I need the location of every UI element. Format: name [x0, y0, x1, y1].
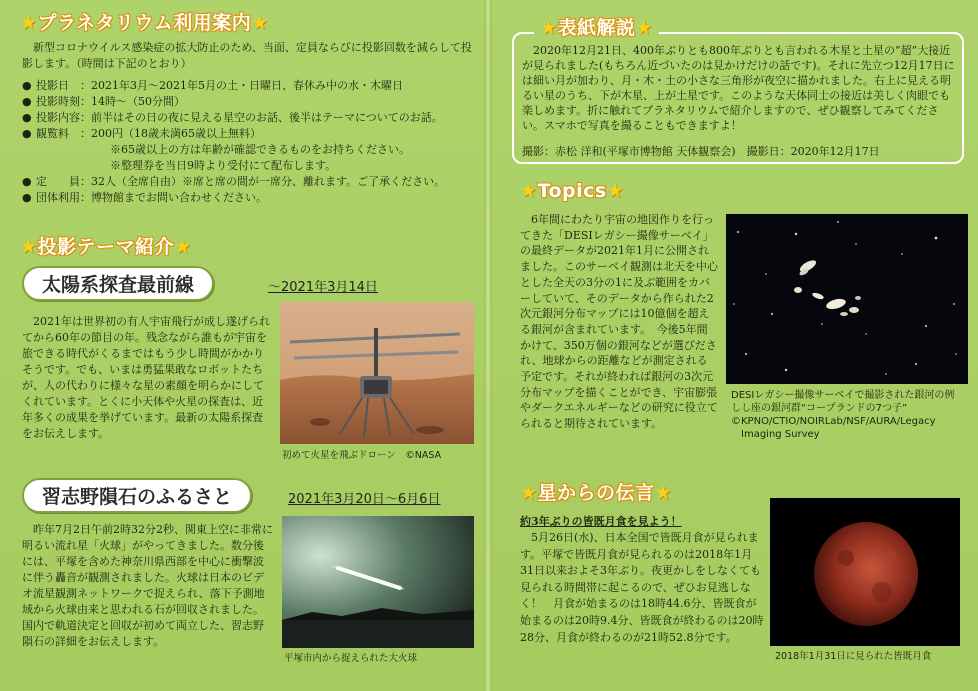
- cover-heading: [534, 13, 659, 40]
- eclipse-image: [770, 498, 960, 646]
- message-title: ★星からの伝言★: [520, 482, 673, 504]
- themes-heading: [20, 232, 192, 259]
- guide-item-key: 投影内容：: [36, 111, 91, 124]
- eclipse-caption: 2018年1月31日に見られた皆既月食: [775, 651, 932, 662]
- topics-caption: [731, 389, 954, 441]
- guide-item-bullet: ●: [22, 191, 32, 204]
- guide-item-key: 投影時刻：: [36, 95, 91, 108]
- guide-item-key: 投影日 ：: [36, 79, 91, 92]
- guide-item-bullet: ●: [22, 127, 32, 140]
- theme2-caption: 平塚市内から捉えられた大火球: [284, 653, 418, 664]
- guide-item-bullet: ●: [22, 111, 32, 124]
- topics-caption-line-2: しし座の銀河群“コープランドの7つ子”: [731, 403, 908, 414]
- page-fold: [484, 0, 492, 691]
- themes-title: ★投影テーマ紹介★: [20, 236, 192, 258]
- guide-item-bullet: [96, 158, 110, 174]
- theme1-date[interactable]: ～2021年3月14日: [268, 280, 378, 295]
- theme1-caption: 初めて火星を飛ぶドローン ©NASA: [282, 450, 442, 461]
- guide-item-key: 定 員：: [36, 175, 91, 188]
- guide-item-value: ※65歳以上の方は年齢が確認できるものをお持ちください。: [110, 143, 410, 156]
- mars-drone-image: [280, 302, 474, 444]
- theme1-body: 2021年は世界初の有人宇宙飛行が成し遂げられてから60年の節目の年。残念ながら誰もが宇宙を旅できる時代がくるまではもう少し時間がかかりそうです。でも、いまは勇猛果敢なロボットたちが、人の代わりに様々な星の素顔を明らかにしてくれています。とくに小天体や火星の探査は、近年多くの成果を挙げています。最新の太陽系探査をお伝えします。: [22, 315, 270, 440]
- galaxy-photo: [726, 214, 968, 384]
- fireball-photo: [282, 516, 474, 648]
- guide-item-value: 32人（全席自由）※席と席の間が一席分、離れます。ご了承ください。: [91, 175, 446, 188]
- topics-body: 6年間にわたり宇宙の地図作りを行ってきた「DESIレガシー撮像サーベイ」の最終データが2021年1月に公開されました。このサーベイ観測は北天を中心とした全天の3分の1に及ぶ範囲をカバーしていて、そのデータから作られた2次元銀河分布マップには10億個を超える銀河が含まれています。 今後5年間かけて、350万個の銀河などが選びだされ、地球からの距離などが測定される予定です。それが終われば銀河の3次元分布マップを描くことができ、宇宙膨張やダークエネルギーなどの研究に役立てられると期待されています。: [520, 213, 718, 431]
- cover-credit: 撮影：赤松 洋和(平塚市博物館 天体観察会) 撮影日：2020年12月17日: [522, 145, 880, 158]
- guide-list: [22, 78, 478, 206]
- guide-item: [22, 174, 478, 190]
- guide-item-value: 前半はその日の夜に見える星空のお話、後半はテーマについてのお話。: [91, 111, 443, 124]
- theme2-name: 習志野隕石のふるさと: [22, 478, 252, 513]
- guide-item: [22, 190, 478, 206]
- cover-title: ★表紙解説★: [540, 17, 654, 39]
- guide-item-key: 観覧料 ：: [36, 127, 91, 140]
- galaxy-image: [726, 214, 968, 384]
- guide-item: [22, 78, 478, 94]
- guide-item-value: 14時～（50分間）: [91, 95, 185, 108]
- guide-intro: 新型コロナウイルス感染症の拡大防止のため、当面、定員ならびに投影回数を減らして投影します。（時間は下記のとおり）: [22, 41, 472, 70]
- guide-item-value: 2021年3月～2021年5月の土・日曜日、春休み中の水・木曜日: [91, 79, 403, 92]
- topics-title: ★Topics★: [520, 180, 625, 202]
- guide-item-bullet: ●: [22, 79, 32, 92]
- guide-item-value: 200円（18歳未満65歳以上無料）: [91, 127, 261, 140]
- topics-caption-line-1: DESIレガシー撮像サーベイで撮影された銀河の例: [731, 390, 955, 401]
- guide-title: ★プラネタリウム利用案内★: [20, 12, 269, 34]
- guide-item: [22, 126, 478, 142]
- theme1-name: 太陽系探査最前線: [22, 266, 214, 301]
- guide-item-bullet: [96, 142, 110, 158]
- guide-item-value: 団体利用：博物館までお問い合わせください。: [36, 191, 267, 204]
- guide-item-value: ※整理券を当日9時より受付にて配布します。: [110, 159, 337, 172]
- message-heading: [520, 478, 672, 505]
- guide-item: [22, 158, 478, 174]
- mars-drone-photo: [280, 302, 474, 444]
- guide-item-bullet: ●: [22, 175, 32, 188]
- guide-item: [22, 94, 478, 110]
- eclipse-photo: [770, 498, 960, 646]
- theme2-body: 昨年7月2日午前2時32分2秒、関東上空に非常に明るい流れ星「火球」がやってきました。数分後には、平塚を含めた神奈川県西部を中心に衝撃波に伴う轟音が観測されました。火球は日本のビデオ流星観測ネットワークで捉えられ、落下予測地域から火球由来と思われる石が回収されました。国内で軌道決定と回収が初めて両立した、習志野隕石の詳細をお伝えします。: [22, 523, 273, 648]
- cover-body: 2020年12月21日、400年ぶりとも800年ぶりとも言われる木星と土星の“超”大接近が見られました(もちろん近づいたのは見かけだけの話です)。それに先立つ12月17日には細い月が加わり、月・木・土の小さな三角形が夜空に描かれました。右上に見える明るい星のうち、下が木星、上が土星です。このような天体同士の接近は美しく肉眼でも楽しめます。折に触れてプラネタリウムで紹介しますので、ぜひ観察してみてください。スマホで写真を撮ることもできますよ！: [522, 44, 955, 132]
- message-body: 5月26日(水)、日本全国で皆既月食が見られます。平塚で皆既月食が見られるのは2018年1月31日以来およそ3年ぶり。夜更かしをしなくても見られる時間帯に起こるので、ぜひお見逃しなく！ 月食が始まるのは18時44.6分、皆既食が始まるのは20時9.4分、皆既食が終わるのは20時28分、月食が終わるのが21時52.8分です。: [520, 531, 764, 644]
- topics-caption-line-4: Imaging Survey: [731, 429, 820, 440]
- topics-caption-line-3: ©KPNO/CTIO/NOIRLab/NSF/AURA/Legacy: [731, 416, 936, 427]
- fireball-image: [282, 516, 474, 648]
- guide-item: [22, 110, 478, 126]
- guide-item-bullet: ●: [22, 95, 32, 108]
- topics-heading: [520, 180, 624, 202]
- theme2-date[interactable]: 2021年3月20日～6月6日: [288, 492, 441, 507]
- message-lead: 約3年ぶりの皆既月食を見よう！: [520, 515, 682, 528]
- guide-heading: [20, 8, 269, 35]
- guide-item: [22, 142, 478, 158]
